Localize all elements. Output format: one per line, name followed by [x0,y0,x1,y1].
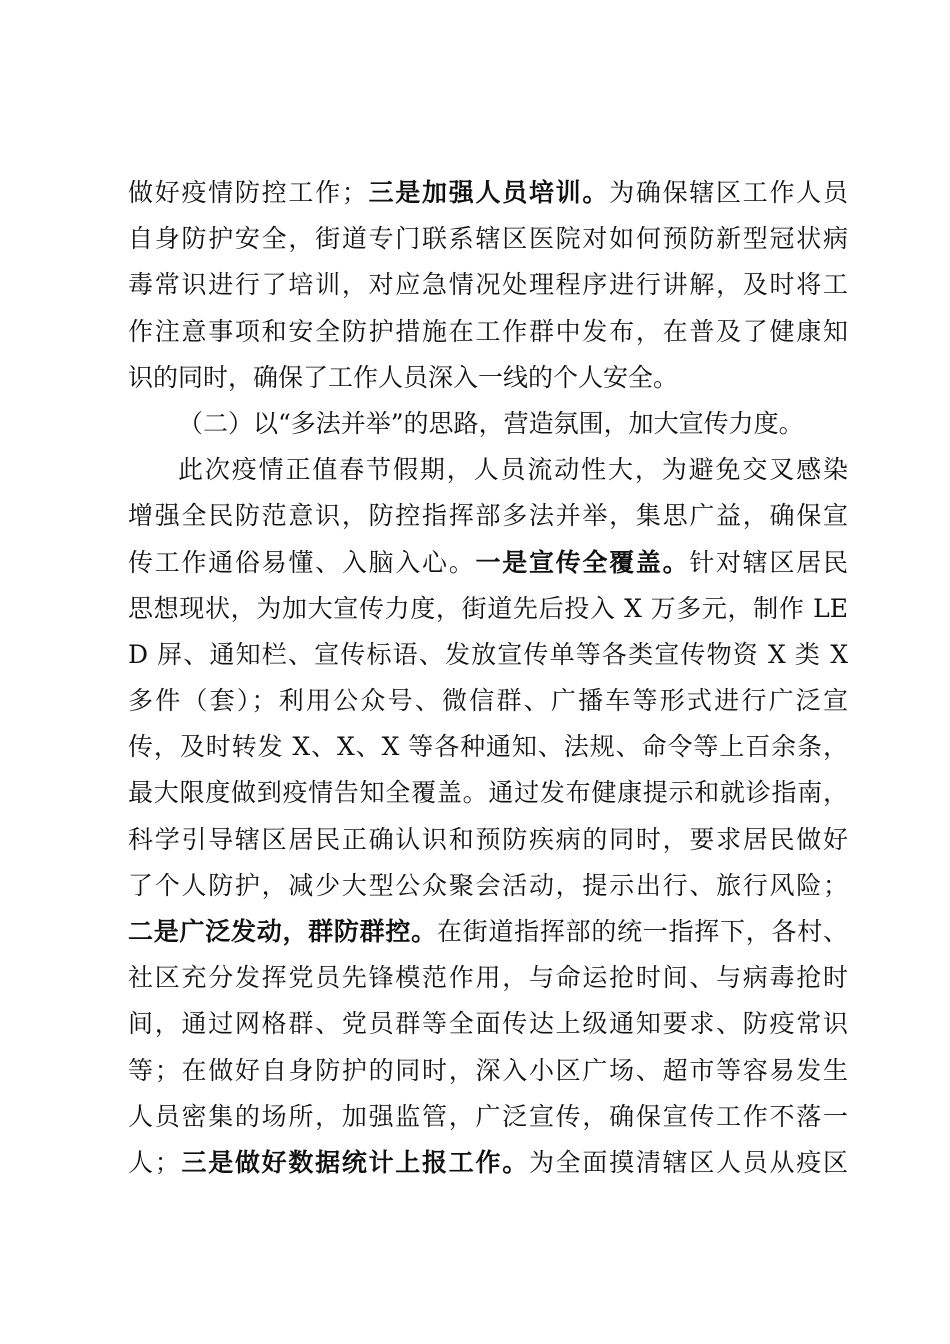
text-run: 增强全民防范意识，防控指挥部多法并举，集思广益，确保宣 [128,501,848,531]
text-run: 人员密集的场所，加强监管，广泛宣传，确保宣传工作不落一 [128,1101,848,1131]
text-line [128,355,848,401]
text-line [128,955,848,1001]
bold-text-run: 二是广泛发动，群防群控。 [128,917,437,946]
text-run: 传工作通俗易懂、入脑入心。 [128,547,476,577]
text-run: 在街道指挥部的统一指挥下，各村、 [436,917,848,946]
text-line [128,586,848,632]
bold-text-run: 三是加强人员培训。 [366,178,610,207]
text-line [128,1094,848,1140]
text-run: 最大限度做到疫情告知全覆盖。通过发布健康提示和就诊指南， [128,778,848,808]
text-run: 识的同时，确保了工作人员深入一线的个人安全。 [128,362,679,392]
text-line [128,724,848,770]
text-run: 多件（套）；利用公众号、微信群、广播车等形式进行广泛宣 [128,686,848,716]
text-line [128,770,848,816]
text-run: D 屏、通知栏、宣传标语、发放宣传单等各类宣传物资 X 类 X [128,639,848,669]
text-line [128,1001,848,1047]
text-run: 思想现状，为加大宣传力度，街道先后投入 X 万多元，制作 LE [128,593,848,623]
text-line [128,909,848,955]
text-line [128,632,848,678]
body-text [128,170,848,1186]
text-line [128,540,848,586]
text-run: 作注意事项和安全防护措施在工作群中发布，在普及了健康知 [128,316,848,346]
text-run: 针对辖区居民 [689,547,848,577]
bold-text-run: 三是做好数据统计上报工作。 [179,1147,529,1177]
text-run: 社区充分发挥党员先锋模范作用，与命运抢时间、与病毒抢时 [128,963,848,993]
text-run: 等；在做好自身防护的同时，深入小区广场、超市等容易发生 [128,1055,848,1085]
text-run: 为全面摸清辖区人员从疫区 [528,1147,848,1177]
text-line [128,216,848,262]
text-line [128,1140,848,1186]
text-line [128,493,848,539]
text-line [128,1048,848,1094]
text-line [128,678,848,724]
text-run: 传，及时转发 X、X、X 等各种通知、法规、命令等上百余条， [128,732,848,762]
text-run: 科学引导辖区居民正确认识和预防疾病的同时，要求居民做好 [128,824,848,854]
text-run: 此次疫情正值春节假期，人员流动性大，为避免交叉感染 [178,455,848,485]
text-line [128,262,848,308]
text-run: 毒常识进行了培训，对应急情况处理程序进行讲解，及时将工 [128,270,848,300]
text-line [128,309,848,355]
section-heading [128,401,848,447]
text-line [128,170,848,216]
text-line [128,447,848,493]
text-run: 了个人防护，减少大型公众聚会活动，提示出行、旅行风险； [128,870,848,900]
text-line [128,863,848,909]
text-run: 自身防护安全，街道专门联系辖区医院对如何预防新型冠状病 [128,224,848,254]
text-run: 间，通过网格群、党员群等全面传达上级通知要求、防疫常识 [128,1009,848,1039]
text-line [128,817,848,863]
bold-text-run: 一是宣传全覆盖。 [475,547,690,577]
text-run: 做好疫情防控工作； [128,178,367,207]
text-run: 人； [128,1147,180,1177]
text-run: （二）以“多法并举”的思路，营造氛围，加大宣传力度。 [178,408,804,438]
text-run: 为确保辖区工作人员 [609,178,848,207]
